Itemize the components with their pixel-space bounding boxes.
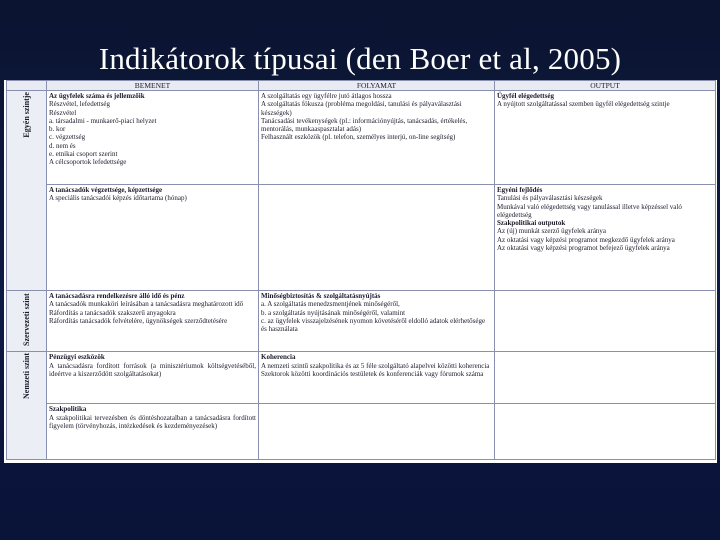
organization-output-empty (495, 291, 716, 352)
individual-input-bottom: A tanácsadók végzettsége, képzettsége A speciális tanácsadói képzés időtartama (hónap) (47, 185, 259, 291)
national-process-empty (259, 404, 495, 460)
organization-input: A tanácsadásra rendelkezésre álló idő és pénz A tanácsadók munkaköri leírásában a tanácsadásra meghatározott idő Ráfordítás a tanácsadók szakszerű anyagokra Ráfordítás tanácsadók felvételére, ügynökségek szerződtetésére (47, 291, 259, 352)
national-output-empty-2 (495, 404, 716, 460)
indicator-table (6, 80, 716, 460)
table-row-individual-1 (7, 91, 716, 185)
header-input: BEMENET (47, 81, 259, 91)
individual-output-top: Ügyfél elégedettség A nyújtott szolgáltatással szemben ügyfél elégedettség szintje (495, 91, 716, 185)
organization-process: Minőségbiztosítás & szolgáltatásnyújtás a. A szolgáltatás menedzsmentjének minőségéről, b. a szolgáltatás nyújtásának minőségéről, valamint c. az ügyfelek visszajelzésének nyomon követéséről eldolló adatok elérhetősége és használata (259, 291, 495, 352)
national-input-top: Pénzügyi eszközök A tanácsadásra fordított források (a minisztériumok költségvetéséből, ideértve a kiszerződött szolgáltatásokat) (47, 352, 259, 404)
table-header-row (7, 81, 716, 91)
header-blank (7, 81, 47, 91)
table-row-organization (7, 291, 716, 352)
individual-process: A szolgáltatás egy ügyfélre jutó átlagos hossza A szolgáltatás fókusza (probléma megoldási, tanulási és pályaválasztási készségek) Tanácsadási tevékenységek (pl.: információnyújtás, tanácsadás, értékelés, mentorálás, munkaaspasztalat adás) Felhasznált eszközök (pl. telefon, személyes interjú, on-line segítség) (259, 91, 495, 185)
national-input-bottom: Szakpolitika A szakpolitikai tervezésben és döntéshozatalban a tanácsadásra fordított figyelem (törvényhozás, intézkedések és kezdeményezések) (47, 404, 259, 460)
header-process: FOLYAMAT (259, 81, 495, 91)
level-label-national: Nemzeti szint (7, 352, 47, 460)
individual-output-bottom: Egyéni fejlődés Tanulási és pályaválasztási készségek Munkával való elégedettség vagy tanulással illetve képzéssel való elégedettség Szakpolitikai outputok Az (új) munkát szerző ügyfelek aránya Az oktatási vagy képzési programot megkezdő ügyfelek aránya Az oktatási vagy képzési programot befejező ügyfelek aránya (495, 185, 716, 291)
level-label-individual: Egyén szintje (7, 91, 47, 291)
individual-input-top: Az ügyfelek száma és jellemzőik Részvétel, lefedettség Részvétel a. társadalmi - munkaerő-piaci helyzet b. kor c. végzettség d. nem és e. etnikai csoport szerint A célcsoportok lefedettsége (47, 91, 259, 185)
level-label-organization: Szervezeti szint (7, 291, 47, 352)
header-output: OUTPUT (495, 81, 716, 91)
table-row-national-1 (7, 352, 716, 404)
national-output-empty-1 (495, 352, 716, 404)
individual-process-empty (259, 185, 495, 291)
indicator-table-sheet (4, 80, 717, 463)
national-process: Koherencia A nemzeti szintű szakpolitika és az 5 féle szolgáltató alapelvei közötti koherencia Szektorok közötti koordinációs testületek és konferenciák vagy fórumok száma (259, 352, 495, 404)
table-row-individual-2 (7, 185, 716, 291)
table-row-national-2 (7, 404, 716, 460)
slide-title: Indikátorok típusai (den Boer et al, 2005) (98, 41, 622, 76)
